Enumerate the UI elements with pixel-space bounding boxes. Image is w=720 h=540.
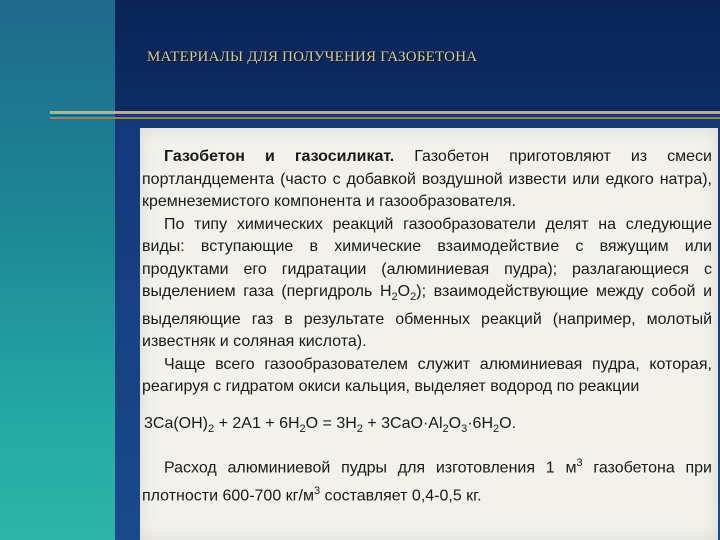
formula-sub-b: 2 [299,422,306,435]
slide-title: МАТЕРИАЛЫ ДЛЯ ПОЛУЧЕНИЯ ГАЗОБЕТОНА [147,49,478,65]
formula-sub-d: 2 [442,422,449,435]
paragraph-2 [142,214,712,354]
formula-part-f: ·6H [467,414,493,432]
paragraph-3: Чаще всего газообразователем служит алюминиевая пудра, которая, реагируя с гидратом окиси кальция, выделяет водород по реакции [142,355,712,396]
paragraph-4-sup-2: 3 [313,485,321,498]
formula-sub-c: 2 [356,422,363,435]
paragraph-2-text-mid: O [397,283,411,300]
paragraph-1-lead: Газобетон и газосиликат. [164,148,395,165]
paragraph-1-text: Газобетон приготовляют из смеси портландцемента (часто с добавкой воздушной извести или едкого натра), кремнеземистого компонента и газообразователя. [142,148,712,210]
formula-part-c: O = 3H [305,414,357,432]
paragraph-2-text-a: По типу химических реакций газообразователи делят на следующие виды: вступающие в химические взаимодействие с вяжущим или продуктами его гидратации (алюминиевая пудра); разлагающиеся с выделением газа (пергидроль H [142,215,712,300]
scanned-text-image [140,128,718,540]
paragraph-4-text-a: Расход алюминиевой пудры для изготовления 1 м [164,459,577,477]
paragraph-4 [142,452,712,508]
left-accent-bar [0,0,115,540]
formula-sub-f: 2 [493,422,500,435]
paragraph-2-text-b: ); взаимодействующие между собой и выделяющие газ в результате обменных реакций (например, молотый известняк и соляная кислота). [142,283,713,351]
formula-part-g: O. [499,414,517,432]
formula-part-d: + 3CaO·Al [362,414,443,432]
scanned-text-content [142,146,712,508]
paragraph-4-sup-1: 3 [576,457,583,470]
paragraph-4-text-b: газобетона при плотности 600-700 кг/м [142,459,712,505]
title-divider-inner [50,115,720,116]
paragraph-1 [142,146,712,214]
reaction-formula [142,413,712,441]
formula-part-a: 3Ca(OH) [144,414,209,432]
paragraph-2-sub-1: 2 [391,291,398,304]
formula-part-b: + 2A1 + 6H [214,414,300,432]
paragraph-4-text-c: составляет 0,4-0,5 кг. [320,487,482,505]
paragraph-2-sub-2: 2 [410,291,417,304]
formula-sub-e: 3 [461,422,468,435]
formula-part-e: O [448,414,462,432]
formula-sub-a: 2 [208,422,215,435]
